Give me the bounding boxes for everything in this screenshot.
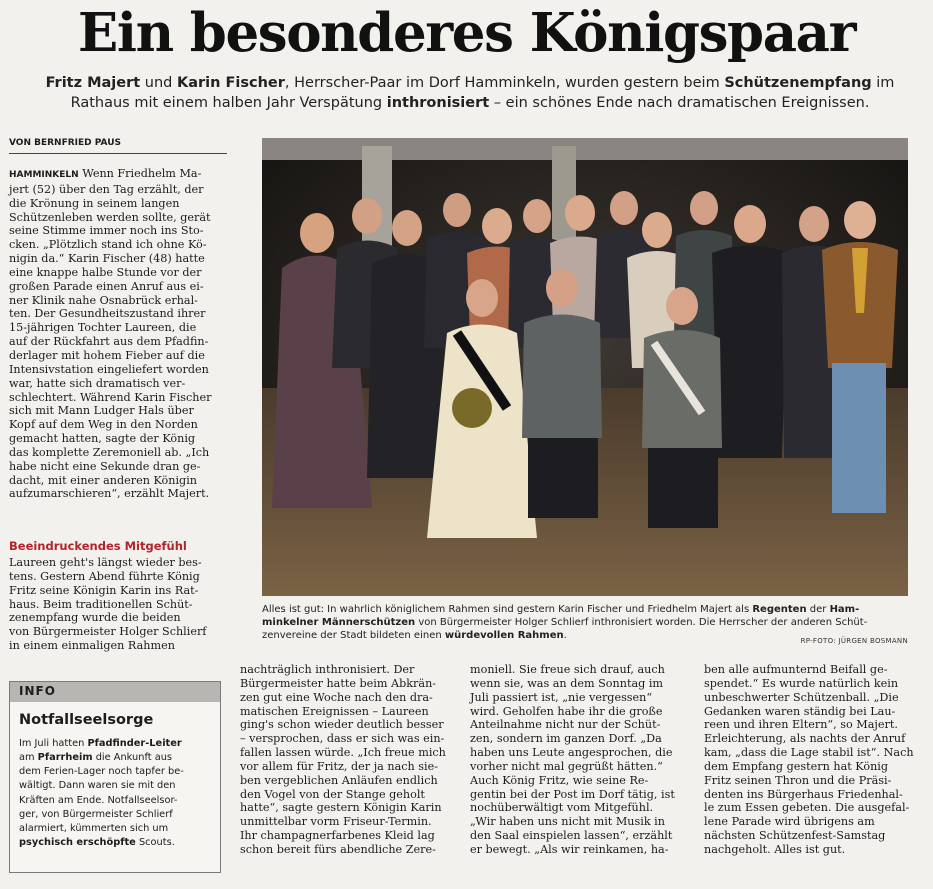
group-photo-illustration	[262, 138, 908, 596]
lead-paragraph: Fritz Majert und Karin Fischer, Herrscher-Paar im Dorf Hamminkeln, wurden gestern beim Schützenempfang im Rathaus mit einem halben Jahr Verspätung inthronisiert – ein schönes Ende nach dramatischen Ereignissen.	[45, 75, 895, 111]
headline: Ein besonderes Königspaar	[77, 2, 856, 64]
info-title: Notfallseelsorge	[19, 712, 154, 728]
article-column-3: moniell. Sie freue sich drauf, auch wenn sie, was an dem Sonntag im Juli passiert ist, „nie vergessen“ wird. Geholfen habe ihr die große Anteilnahme nicht nur der Schüt- zen, sondern im ganzen Dorf. „Da haben uns Leute angesprochen, die vorher nicht mal gegrüßt hätten.“ Auch König Fritz, wie seine Re- gentin bei der Post im Dorf tätig, ist nochüberwältigt vom Mitgefühl. „Wir haben uns nicht mit Musik in den Saal einspielen lassen“, erzählt er bewegt. „Als wir reinkamen, ha-	[470, 663, 675, 856]
group-photo	[262, 138, 908, 596]
article-column-4: ben alle aufmunternd Beifall ge- spendet.“ Es wurde natürlich kein unbeschwerter Schützenball. „Die Gedanken waren ständig bei Lau- reen und ihren Eltern“, so Majert. Erleichterung, als nachts der Anruf kam, „dass die Lage stabil ist“. Nach dem Empfang gestern hat König Fritz seinen Thron und die Präsi- denten ins Bürgerhaus Friedenhal- le zum Essen gebeten. Die ausgefal- lene Parade wird übrigens am nächsten Schützenfest-Samstag nachgeholt. Alles ist gut.	[704, 663, 914, 856]
article-column-2: nachträglich inthronisiert. Der Bürgermeister hatte beim Abkrän- zen gut eine Woche nach den dra- matischen Ereignissen – Laureen ging's schon wieder deutlich besser – versprochen, dass er sich was ein- fallen lassen würde. „Ich freue mich vor allem für Fritz, der ja nach sie- ben vergeblichen Anläufen endlich den Vogel von der Stange geholt hatte“, sagte gestern Königin Karin unmittelbar vorm Friseur-Termin. Ihr champagnerfarbenes Kleid lag schon bereit fürs abendliche Zere-	[240, 663, 446, 856]
info-text: Im Juli hatten Pfadfinder-Leiter am Pfarrheim die Ankunft aus dem Ferien-Lager noch tapfer be- wältigt. Dann waren sie mit den Kräften am Ende. Notfallseelsor- ger, von Bürgermeister Schlierf alarmiert, kümmerten sich um psychisch erschöpfte Scouts.	[19, 738, 184, 849]
photo-caption: Alles ist gut: In wahrlich königlichem Rahmen sind gestern Karin Fischer und Friedhelm Majert als Regenten der Ham- minkelner Männerschützen von Bürgermeister Holger Schlierf inthronisiert worden. Die Herrscher der anderen Schüt- zenvereine der Stadt bildeten einen würdevollen Rahmen.	[262, 604, 868, 641]
subheading: Beeindruckendes Mitgefühl	[9, 539, 187, 553]
photo-credit: RP-FOTO: JÜRGEN BOSMANN	[800, 637, 908, 645]
article-column-1: HAMMINKELN Wenn Friedhelm Ma- jert (52) über den Tag erzählt, der die Krönung in seinem langen Schützenleben werden sollte, gerät seine Stimme immer noch ins Sto- cken. „Plötzlich stand ich ohne Kö- nigin da.“ Karin Fischer (48) hatte eine knappe halbe Stunde vor der großen Parade einen Anruf aus ei- ner Klinik nahe Osnabrück erhal- ten. Der Gesundheitszustand ihrer 15-jährigen Tochter Laureen, die auf der Rückfahrt aus dem Pfadfin- derlager mit hohem Fieber auf die Intensivstation eingeliefert worden war, hatte sich dramatisch ver- schlechtert. Während Karin Fischer sich mit Mann Ludger Hals über Kopf auf dem Weg in den Norden gemacht hatten, sagte der König das komplette Zeremoniell ab. „Ich habe nicht eine Sekunde dran ge- dacht, mit einer anderen Königin aufzumarschieren“, erzählt Majert.	[9, 167, 212, 501]
article-column-1-continued: Laureen geht's längst wieder bes- tens. Gestern Abend führte König Fritz seine Königin Karin ins Rat- haus. Beim traditionellen Schüt- zenempfang wurde die beiden von Bürgermeister Holger Schlierf in einem einmaligen Rahmen	[9, 556, 207, 653]
info-label: INFO	[19, 684, 56, 698]
dateline: HAMMINKELN	[9, 170, 79, 180]
info-box	[9, 681, 221, 873]
byline: VON BERNFRIED PAUS	[9, 137, 227, 154]
